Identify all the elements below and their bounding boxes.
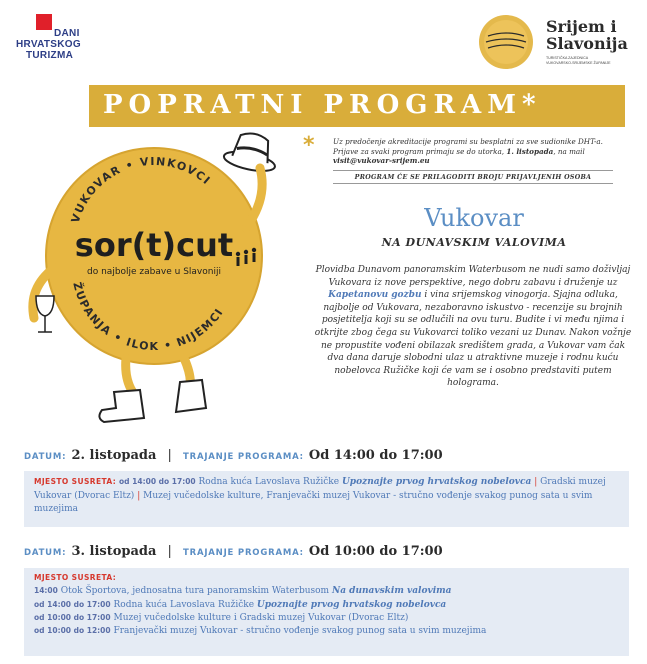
date-row-1: DATUM: 2. listopada | TRAJANJE PROGRAMA: Od 14:00 do 17:00: [24, 448, 443, 463]
golden-sun-icon: [478, 14, 534, 70]
date-value: 3. listopada: [71, 544, 157, 559]
date-value: 2. listopada: [71, 448, 157, 463]
meeting-box-2: MJESTO SUSRETA: 14:00 Otok Športova, jednosatna tura panoramskim Waterbusom Na dunavskim valovima od 14:00 do 17:00 Rodna kuća Lavoslava Ružičke Upoznajte prvog hrvatskog nobelovca od 10:00 do 17:00 Muzej vučedolske kulture i Gradski muzej Vukovar (Dvorac Eltz) od 10:00 do 12:00 Franjevački muzej Vukovar - stručno vođenje svakog punog sata u svim muzejima: [24, 568, 629, 656]
hat-icon: [222, 129, 280, 175]
red-square-icon: [36, 14, 52, 30]
list-item: od 10:00 do 12:00 Franjevački muzej Vukovar - stručno vođenje svakog punog sata u svim muzejima: [34, 626, 487, 637]
deadline-date: 1. listopada: [506, 146, 554, 156]
srijem-slavonija-logo: [478, 12, 638, 76]
dht-logo-line3: TURIZMA: [26, 50, 74, 61]
left-boot-icon: [99, 390, 144, 422]
program-adjust-note: PROGRAM ĆE SE PRILAGODITI BROJU PRIJAVLJENIH OSOBA: [333, 170, 613, 184]
right-boot-icon: [176, 380, 206, 412]
srijem-sub-line1: TURISTIČKA ZAJEDNICA: [546, 56, 589, 60]
program-subtitle: NA DUNAVSKIM VALOVIMA: [381, 236, 567, 249]
list-item: 14:00 Otok Športova, jednosatna tura panoramskim Waterbusom Na dunavskim valovima: [34, 586, 452, 597]
sortcut-tagline: do najbolje zabave u Slavoniji: [87, 267, 221, 277]
meeting-box-1: MJESTO SUSRETA: od 14:00 do 17:00 Rodna kuća Lavoslava Ružičke Upoznajte prvog hrvatskog nobelovca | Gradski muzej Vukovar (Dvorac Eltz) | Muzej vučedolske kulture, Franjevački muzej Vukovar - stručno vođenje svakog punog sata u svim muzejima: [24, 471, 629, 527]
ring-bottom-text: ŽUPANJA • ILOK • NIJEMCI: [70, 280, 227, 354]
duration-value: Od 14:00 do 17:00: [308, 448, 443, 463]
dht-logo-line2: HRVATSKOG: [16, 39, 81, 50]
registration-note: Uz predočenje akreditacije programi su besplatni za sve sudionike DHT-a. Prijave za svaki program primaju se do utorka, 1. listopada, na mail visit@vukovar-srijem.eu: [333, 137, 603, 165]
wine-glass-icon: [36, 296, 54, 332]
date-row-2: DATUM: 3. listopada | TRAJANJE PROGRAMA: Od 10:00 do 17:00: [24, 544, 443, 559]
list-item: od 10:00 do 17:00 Muzej vučedolske kulture i Gradski muzej Vukovar (Dvorac Eltz): [34, 612, 409, 623]
email-link[interactable]: visit@vukovar-srijem.eu: [333, 156, 430, 165]
sortcut-mascot: [6, 118, 296, 438]
dht-logo: [12, 14, 102, 74]
duration-value: Od 10:00 do 17:00: [308, 544, 443, 559]
sortcut-logo: sor(t)cut: [74, 226, 234, 264]
dht-logo-line1: DANI: [54, 28, 80, 39]
highlight-kapetanova-gozba: Kapetanovu gozbu: [328, 290, 422, 301]
asterisk-icon: *: [303, 133, 315, 158]
banner-title: POPRATNI PROGRAM*: [103, 90, 542, 120]
program-description: Plovidba Dunavom panoramskim Waterbusom ne nudi samo doživljaj Vukovara iz nove perspektive, nego dobru zabavu i druženje uz Kapetanovu gozbu i vina srijemskog vinogorja. Sjajna odluka, najbolje od Vukovara, nezaboravno iskustvo - recenzije su brojnih posjetitelja koji su se odlučili na ovu turu. Budite i vi među njima i otkrijte zbog čega su Vukovarci toliko vezani uz Dunav. Nakon vožnje ne propustite vođeni obilazak središtem grada, a Vukovar vam čak dva dana daruje slobodni ulaz u atraktivne muzeje i rodnu kuću nobelovca Ružičke koji će vam se i osobno predstaviti putem holograma.: [314, 265, 632, 389]
srijem-name-line2: Slavonija: [546, 34, 628, 53]
srijem-sub-line2: VUKOVARSKO-SRIJEMSKE ŽUPANIJE: [546, 61, 611, 65]
ring-top-text: VUKOVAR • VINKOVCI: [68, 154, 214, 225]
list-item: od 14:00 do 17:00 Rodna kuća Lavoslava Ružičke Upoznajte prvog hrvatskog nobelovca: [34, 599, 447, 610]
city-title: Vukovar: [424, 204, 524, 232]
srijem-name-line1: Srijem i: [546, 17, 617, 36]
